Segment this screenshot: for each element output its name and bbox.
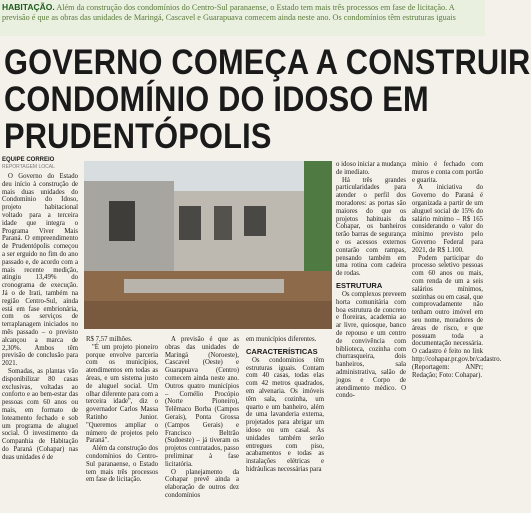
paragraph: mínio é fechado com muros e conta com portão e guarita.: [412, 161, 483, 184]
byline: EQUIPE CORREIO: [2, 157, 55, 163]
paragraph: O Governo do Estado deu início à construção de mais duas unidades do Condomínio do Idoso, projeto habitacional voltado para a terceira idade que integra o Programa Viver Mais Paraná. O empreendimento de Prudentópolis começou a ser erguido no fim do ano passado e, de acordo com a mais recente medição, atingiu 13,49% do cronograma de execução. Já o de Irati, também na região Centro-Sul, ainda está em fase embrionária, com os serviços de terraplanagem iniciados no mês passado – o previsto alcançou a marca de 2,30%. Ambos têm previsão de conclusão para 2021.: [2, 173, 78, 368]
construction-photo: [84, 161, 332, 329]
paragraph: "É um projeto pioneiro porque envolve parceria com os municípios, atendimentos em todas as áreas, e um sistema justo de aluguel social. Um olhar diferente para com a terceira idade", diz o governador Carlos Massa Ratinho Junior. "Queremos ampliar o número de projetos pelo Paraná".: [86, 343, 158, 445]
paragraph: O planejamento da Cohapar prevê ainda a elaboração de outros dez condomínios: [165, 468, 239, 499]
article-column-1: [2, 173, 78, 513]
paragraph: A iniciativa do Governo do Paraná é organizada a partir de um aluguel social de 15% do salário mínimo – R$ 165 considerando o valor do mínimo previsto pelo Governo Federal para 2021, de R$ 1.100.: [412, 184, 483, 254]
headline: [4, 43, 531, 156]
section-heading: CARACTERÍSTICAS: [246, 346, 318, 356]
paragraph: Além da construção dos condomínios do Centro-Sul paranaense, o Estado tem mais três processos em fase de licitação.: [86, 445, 158, 484]
article-column-6: [412, 161, 502, 513]
kicker-text: Além da construção dos condomínios do Centro-Sul paranaense, o Estado tem mais três processos em fase de licitação. A previsão é que as obras das unidades de Maringá, Cascavel e Guarapuava comecem ainda neste ano. Os condomínios têm estruturas iguais: [2, 3, 456, 22]
article-column-4: [246, 336, 324, 513]
headline-line: CONDOMÍNIO DO IDOSO EM: [4, 80, 429, 119]
section-heading: ESTRUTURA: [336, 280, 383, 290]
kicker-label: HABITAÇÃO.: [2, 2, 55, 12]
paragraph: Podem participar do processo seletivo pessoas com 60 anos ou mais, com renda de um a seis salários mínimos, sozinhas ou em casal, que comprovadamente não tenham outro imóvel em seu nome, moradores de áreas de risco, e que possuam toda a documentação necessária. O cadastro é feito no link http://cohapar.pr.gov.br/cadastro. (Reportagem: ANPr; Redação; Foto: Cohapar).: [412, 254, 502, 379]
byline-sub: REPORTAGEM LOCAL: [2, 164, 55, 170]
paragraph: Somadas, as plantas vão disponibilizar 80 casas exclusivas, voltadas ao conforto e ao bem-estar das pessoas com 60 anos ou mais, em formato de loteamento fechado e sob um programa de aluguel social. O investimento da Companhia de Habitação do Paraná (Cohapar) nas duas unidades é de: [2, 367, 78, 461]
headline-line: PRUDENTÓPOLIS: [4, 117, 272, 156]
headline-line: GOVERNO COMEÇA A CONSTRUIR: [4, 43, 531, 82]
paragraph: R$ 7,57 milhões.: [86, 336, 133, 343]
article-column-5: [336, 161, 406, 513]
paragraph: o idoso iniciar a mudança de imediato.: [336, 161, 406, 176]
article-column-3: [165, 336, 239, 513]
paragraph: Os condomínios têm estruturas iguais. Contam com 40 casas, todas elas com 42 metros quadrados, em alvenaria. Os imóveis têm sala, cozinha, um quarto e um banheiro, além de uma lavanderia externa, projetados para abrigar um idoso ou um casal. As unidades também serão entregues com piso, acabamentos e todas as instalações elétricas e hidráulicas necessárias para: [246, 356, 324, 473]
kicker: [2, 2, 482, 23]
paragraph: em municípios diferentes.: [246, 336, 317, 343]
article-column-2: [86, 336, 158, 513]
paragraph: Há três grandes particularidades para atender o perfil dos moradores: as portas são maiores do que os projetos habituais da Cohapar, os banheiros terão barras de segurança e os acessos externos contarão com rampas, pensando também em uma rotina com cadeira de rodas.: [336, 176, 406, 278]
paragraph: A previsão é que as obras das unidades de Maringá (Noroeste), Cascavel (Oeste) e Guarapuava (Centro) comecem ainda neste ano. Outros quatro municípios – Cornélio Procópio (Norte Pioneiro), Telêmaco Borba (Campos Gerais), Ponta Grossa (Campos Gerais) e Francisco Beltrão (Sudoeste) – já tiveram os projetos contratados, passo preliminar à fase licitatória.: [165, 336, 239, 468]
paragraph: Os complexos preveem horta comunitária com boa estrutura de concreto e floreiras, academia ao ar livre, quiosque, banco de repouso e um centro de convivência com biblioteca, cozinha com churrasqueira, dois banheiros, sala administrativa, salão de jogos e Corpo de atendimento médico. O condo-: [336, 290, 406, 400]
